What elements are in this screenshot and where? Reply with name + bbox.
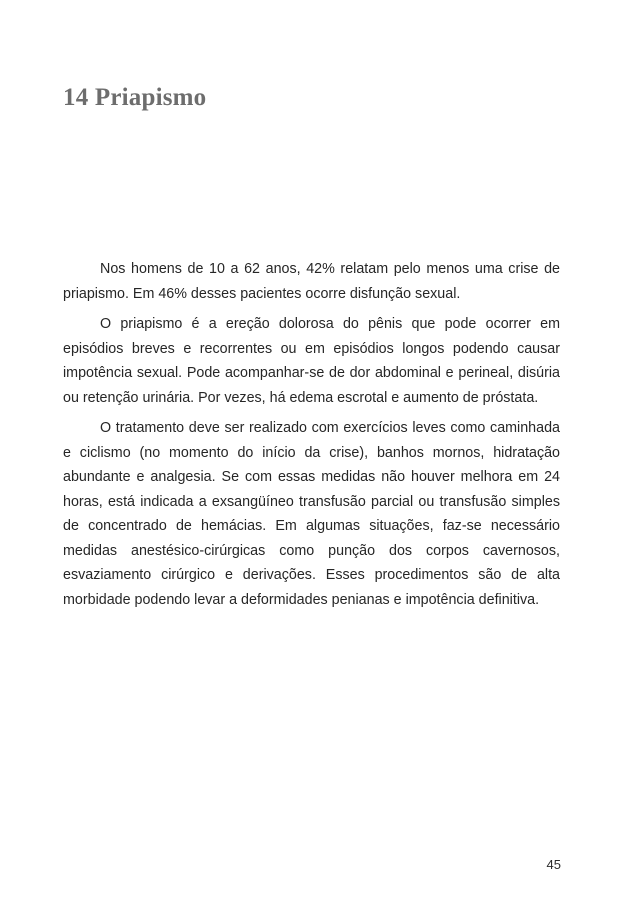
paragraph-treatment: O tratamento deve ser realizado com exercícios leves como caminhada e ciclismo (no momento do início da crise), banhos mornos, hidratação abundante e analgesia. Se com essas medidas não houver melhora em 24 horas, está indicada a exsangüíneo transfusão parcial ou transfusão simples de concentrado de hemácias. Em algumas situações, faz-se necessário medidas anestésico-cirúrgicas como punção dos corpos cavernosos, esvaziamento cirúrgico e derivações. Esses procedimentos são de alta morbidade podendo levar a deformidades penianas e impotência definitiva.	[63, 420, 560, 608]
body-text	[63, 257, 560, 618]
paragraph-definition: O priapismo é a ereção dolorosa do pênis que pode ocorrer em episódios breves e recorrentes ou em episódios longos podendo causar impotência sexual. Pode acompanhar-se de dor abdominal e perineal, disúria ou retenção urinária. Por vezes, há edema escrotal e aumento de próstata.	[63, 316, 560, 406]
page-number: 45	[546, 857, 561, 872]
paragraph-epidemiology: Nos homens de 10 a 62 anos, 42% relatam pelo menos uma crise de priapismo. Em 46% desses pacientes ocorre disfunção sexual.	[63, 261, 560, 302]
chapter-title: 14 Priapismo	[63, 84, 207, 111]
